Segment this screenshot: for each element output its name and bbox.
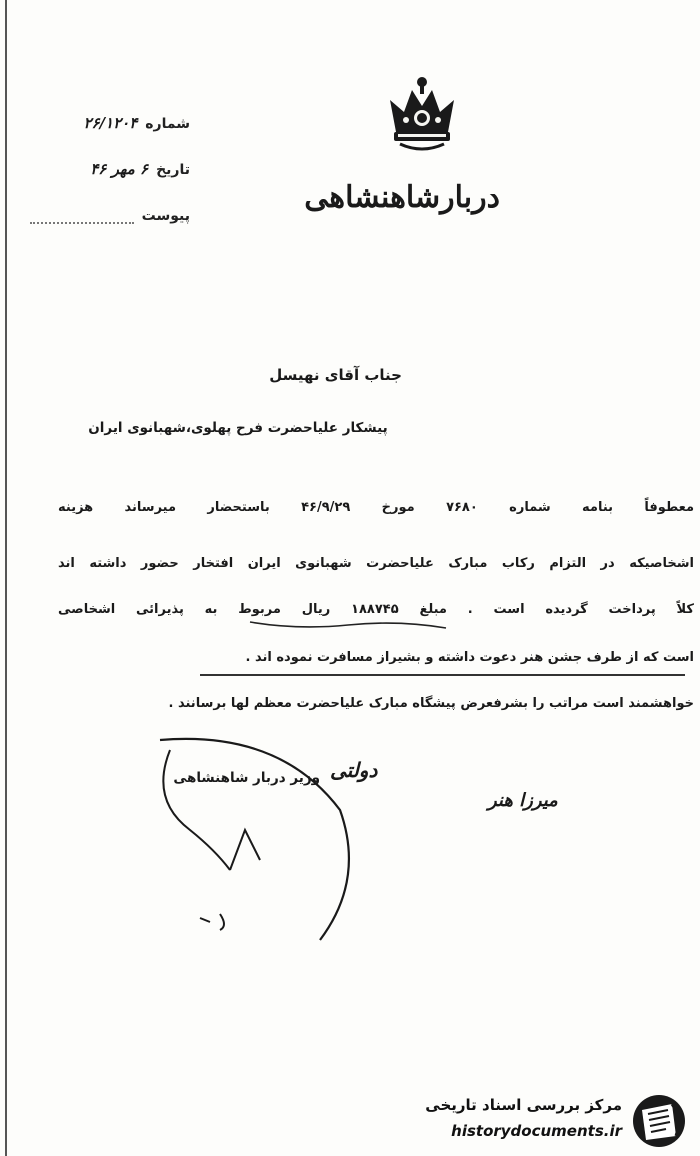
- date-line: [30, 154, 190, 178]
- handwritten-note: دولتی: [330, 758, 378, 782]
- page-edge-line: [5, 0, 7, 1156]
- number-line: [30, 108, 190, 132]
- date-value: ۶ مهر ۴۶: [90, 160, 149, 178]
- margin-rule: [200, 674, 685, 676]
- archive-logo-icon: [628, 1092, 690, 1150]
- body-line-1: معطوفاً بنامه شماره ۷۶۸۰ مورخ ۴۶/۹/۲۹ باستحضار میرساند هزینه: [58, 500, 694, 515]
- number-label: شماره: [145, 116, 190, 132]
- attachment-dotted-line: [30, 208, 134, 224]
- pahlavi-crown-icon: [382, 72, 462, 158]
- number-value: ۲۶/۱۲۰۴: [83, 114, 138, 132]
- attachment-label: پیوست: [141, 208, 190, 224]
- court-name: دربارشاهنشاهی: [304, 180, 500, 215]
- archive-name: مرکز بررسی اسناد تاریخی: [425, 1096, 622, 1114]
- archive-url[interactable]: historydocuments.ir: [451, 1122, 622, 1140]
- body-line-5: خواهشمند است مراتب را بشرفعرض پیشگاه مبارک علیاحضرت معظم لها برسانند .: [168, 696, 694, 711]
- date-label: تاریخ: [156, 162, 190, 178]
- reference-block: [30, 108, 190, 246]
- body-line-4: است که از طرف جشن هنر دعوت داشته و بشیراز مسافرت نموده اند .: [245, 650, 694, 665]
- addressee-salutation: جناب آقای نهیسل: [269, 366, 402, 384]
- handwritten-paraph: میرزا هنر: [488, 790, 558, 811]
- signatory-title: وزیر دربار شاهنشاهی: [173, 770, 320, 786]
- signature-scribble: [130, 720, 380, 950]
- attachment-line: [30, 200, 190, 224]
- addressee-title: پیشکار علیاحضرت فرح پهلوی،شهبانوی ایران: [88, 420, 388, 436]
- body-line-2: اشخاصیکه در التزام رکاب مبارک علیاحضرت شهبانوی ایران افتخار حضور داشته اند: [58, 556, 694, 571]
- handwritten-underline: [248, 618, 448, 632]
- body-line-3: کلاً پرداخت گردیده است . مبلغ ۱۸۸۷۴۵ ریال مربوط به پذیرائی اشخاصی: [58, 602, 694, 617]
